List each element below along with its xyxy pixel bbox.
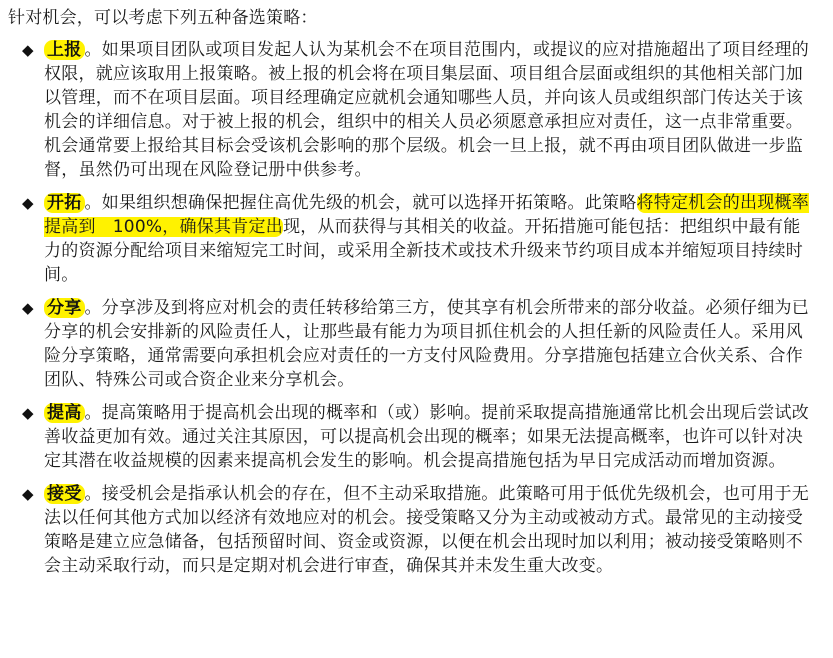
strategy-description-continued: 现，从而获得与其相关的收益。开拓措施可能包括：把组织中最有能力的资源分配给项目来缩短完工时间，或采用全新技术或技术升级来节约项目成本并缩短项目持续时间。 <box>44 217 803 285</box>
strategy-term: 开拓 <box>44 193 85 213</box>
diamond-bullet-icon: ◆ <box>22 485 34 503</box>
strategy-accept <box>8 482 817 578</box>
diamond-bullet-icon: ◆ <box>22 41 34 59</box>
strategy-exploit <box>8 191 817 287</box>
strategy-term: 分享 <box>44 298 85 318</box>
highlighted-phrase: 将特定机会的出现概率提高到 100%，确保其肯定出 <box>44 193 809 237</box>
strategy-description: 。接受机会是指承认机会的存在，但不主动采取措施。此策略可用于低优先级机会，也可用于无法以任何其他方式加以经济有效地应对的机会。接受策略又分为主动或被动方式。最常见的主动接受策略是建立应急储备，包括预留时间、资金或资源，以便在机会出现时加以利用；被动接受策略则不会主动采取行动，而只是定期对机会进行审查，确保其并未发生重大改变。 <box>44 484 809 576</box>
strategy-description: 。如果项目团队或项目发起人认为某机会不在项目范围内，或提议的应对措施超出了项目经理的权限，就应该取用上报策略。被上报的机会将在项目集层面、项目组合层面或组织的其他相关部门加以管理，而不在项目层面。项目经理确定应就机会通知哪些人员，并向该人员或组织部门传达关于该机会的详细信息。对于被上报的机会，组织中的相关人员必须愿意承担应对责任，这一点非常重要。机会通常要上报给其目标会受该机会影响的那个层级。机会一旦上报，就不再由项目团队做进一步监督，虽然仍可出现在风险登记册中供参考。 <box>44 40 809 180</box>
strategy-share <box>8 296 817 392</box>
diamond-bullet-icon: ◆ <box>22 299 34 317</box>
strategy-enhance <box>8 401 817 473</box>
diamond-bullet-icon: ◆ <box>22 194 34 212</box>
strategy-term: 接受 <box>44 484 85 504</box>
intro-paragraph: 针对机会，可以考虑下列五种备选策略： <box>8 8 318 28</box>
diamond-bullet-icon: ◆ <box>22 404 34 422</box>
strategy-term: 提高 <box>44 403 85 423</box>
strategy-description: 。如果组织想确保把握住高优先级的机会，就可以选择开拓策略。此策略 <box>84 193 637 213</box>
strategy-description: 。提高策略用于提高机会出现的概率和（或）影响。提前采取提高措施通常比机会出现后尝试改善收益更加有效。通过关注其原因，可以提高机会出现的概率；如果无法提高概率，也许可以针对决定其潜在收益规模的因素来提高机会发生的影响。机会提高措施包括为早日完成活动而增加资源。 <box>44 403 809 471</box>
strategy-description: 。分享涉及到将应对机会的责任转移给第三方，使其享有机会所带来的部分收益。必须仔细为已分享的机会安排新的风险责任人，让那些最有能力为项目抓住机会的人担任新的风险责任人。采用风险分享策略，通常需要向承担机会应对责任的一方支付风险费用。分享措施包括建立合伙关系、合作团队、特殊公司或合资企业来分享机会。 <box>44 298 809 390</box>
strategy-term: 上报 <box>44 40 85 60</box>
strategy-escalate <box>8 38 817 182</box>
